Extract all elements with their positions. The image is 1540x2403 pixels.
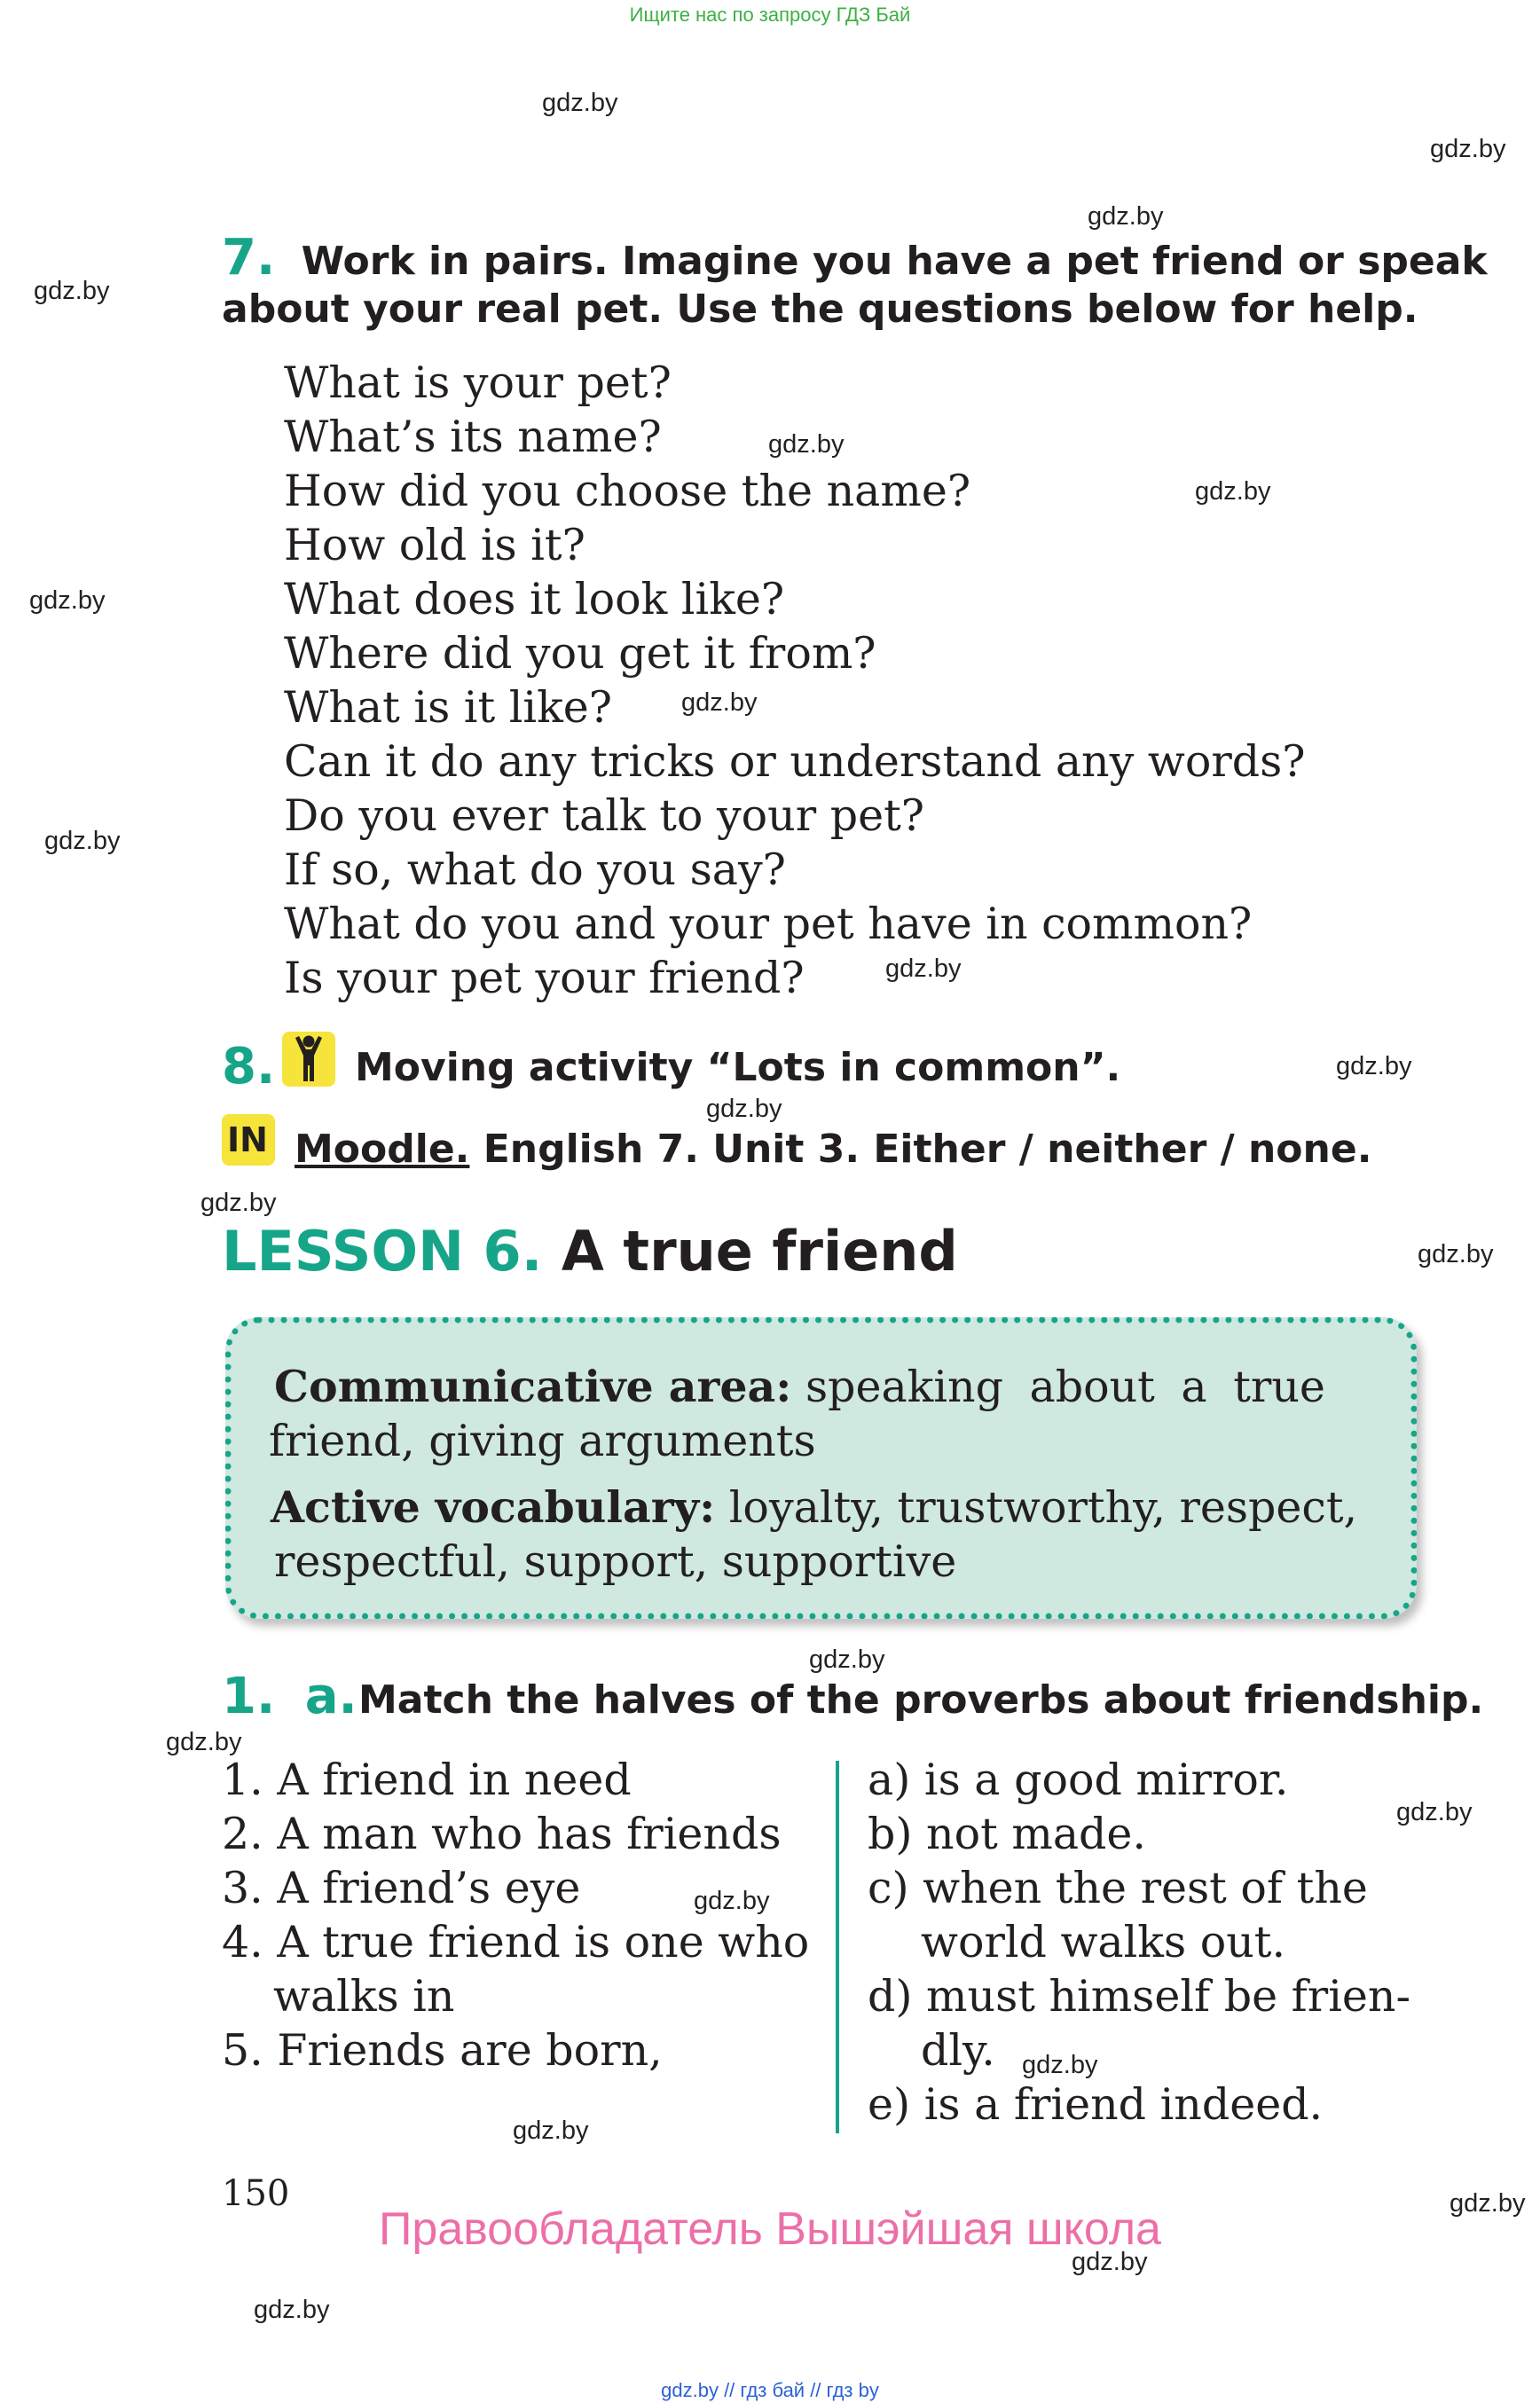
watermark: gdz.by <box>1088 202 1164 231</box>
watermark: gdz.by <box>1450 2189 1526 2218</box>
proverb-end: c) when the rest of the <box>868 1863 1368 1913</box>
task7-number: 7. <box>222 229 276 287</box>
proverb-start: 2. A man who has friends <box>222 1809 782 1859</box>
active-vocabulary-line1 <box>271 1481 1357 1533</box>
moodle-link[interactable]: Moodle. <box>295 1127 470 1172</box>
column-divider <box>836 1761 839 2133</box>
watermark: gdz.by <box>29 586 106 615</box>
question-item: How old is it? <box>284 520 585 570</box>
watermark: gdz.by <box>44 827 121 855</box>
task1-letter: a. <box>304 1668 358 1725</box>
watermark: gdz.by <box>809 1645 885 1674</box>
watermark: gdz.by <box>1195 477 1271 506</box>
watermark: gdz.by <box>681 688 758 717</box>
active-vocabulary-text: loyalty, trustworthy, respect, <box>728 1482 1358 1533</box>
task7-line2: about your real pet. Use the questions below for help. <box>222 287 1418 332</box>
proverb-end: e) is a friend indeed. <box>868 2079 1324 2130</box>
lesson-label: LESSON 6. <box>222 1219 543 1284</box>
question-item: What is your pet? <box>284 357 672 408</box>
communicative-area-line1 <box>274 1361 1325 1412</box>
question-item: Where did you get it from? <box>284 628 876 679</box>
lesson-name: A true friend <box>561 1219 958 1284</box>
proverb-end: d) must himself be frien- <box>868 1971 1410 2022</box>
proverb-end-continued: dly. <box>921 2025 995 2076</box>
watermark: gdz.by <box>885 954 962 983</box>
top-banner[interactable]: Ищите нас по запросу ГДЗ Бай <box>629 4 911 26</box>
moodle-text: English 7. Unit 3. Either / neither / none. <box>483 1127 1372 1172</box>
task1-heading <box>222 1668 358 1725</box>
question-item: What’s its name? <box>284 412 662 462</box>
watermark: gdz.by <box>542 89 618 117</box>
watermark: gdz.by <box>254 2296 330 2324</box>
question-item: If so, what do you say? <box>284 844 786 895</box>
question-item: Can it do any tricks or understand any words? <box>284 736 1306 787</box>
watermark: gdz.by <box>706 1095 782 1123</box>
question-item: Is your pet your friend? <box>284 953 805 1003</box>
watermark: gdz.by <box>768 430 845 459</box>
task8-number: 8. <box>222 1038 276 1095</box>
interactive-badge-icon <box>222 1114 275 1166</box>
watermark: gdz.by <box>1336 1052 1412 1080</box>
active-vocabulary-label: Active vocabulary: <box>271 1481 716 1533</box>
task7-line1: Work in pairs. Imagine you have a pet friend or speak <box>301 239 1488 284</box>
task1-number: 1. <box>222 1668 276 1725</box>
footer-links[interactable]: gdz.by // гдз бай // гдз by <box>661 2379 879 2401</box>
watermark: gdz.by <box>1418 1240 1494 1268</box>
proverb-end: b) not made. <box>868 1809 1147 1859</box>
task1-text: Match the halves of the proverbs about friendship. <box>358 1677 1484 1723</box>
task8-text: Moving activity “Lots in common”. <box>355 1045 1121 1090</box>
proverb-end: a) is a good mirror. <box>868 1755 1289 1805</box>
active-vocabulary-line2: respectful, support, supportive <box>274 1536 957 1587</box>
question-item: What does it look like? <box>284 574 785 624</box>
watermark: gdz.by <box>1072 2248 1148 2276</box>
watermark: gdz.by <box>1022 2051 1098 2079</box>
copyright-notice: Правообладатель Вышэйшая школа <box>379 2203 1161 2255</box>
lesson-title <box>222 1219 958 1284</box>
proverb-start-continued: walks in <box>273 1971 455 2022</box>
proverb-start: 5. Friends are born, <box>222 2025 663 2076</box>
watermark: gdz.by <box>694 1887 770 1915</box>
communicative-area-line2: friend, giving arguments <box>269 1416 816 1466</box>
task7-instruction <box>222 229 1488 287</box>
interactive-badge-label: IN <box>227 1120 268 1159</box>
question-item: What do you and your pet have in common? <box>284 899 1253 949</box>
lesson-info-box <box>225 1317 1417 1619</box>
proverb-start: 3. A friend’s eye <box>222 1863 581 1913</box>
watermark: gdz.by <box>513 2116 589 2145</box>
moodle-line <box>295 1124 1371 1174</box>
communicative-area-label: Communicative area: <box>274 1361 792 1412</box>
proverb-end-continued: world walks out. <box>921 1917 1286 1967</box>
watermark: gdz.by <box>34 277 110 305</box>
proverb-start: 4. A true friend is one who <box>222 1917 810 1967</box>
watermark: gdz.by <box>1396 1798 1473 1826</box>
communicative-area-text: speaking about a true <box>805 1362 1325 1412</box>
moving-activity-icon <box>282 1032 335 1087</box>
watermark: gdz.by <box>166 1728 242 1756</box>
question-item: How did you choose the name? <box>284 466 971 516</box>
question-item: Do you ever talk to your pet? <box>284 790 925 841</box>
watermark: gdz.by <box>1430 135 1506 163</box>
page-number: 150 <box>222 2173 290 2214</box>
question-item: What is it like? <box>284 682 613 733</box>
proverb-start: 1. A friend in need <box>222 1755 632 1805</box>
watermark: gdz.by <box>200 1189 277 1217</box>
